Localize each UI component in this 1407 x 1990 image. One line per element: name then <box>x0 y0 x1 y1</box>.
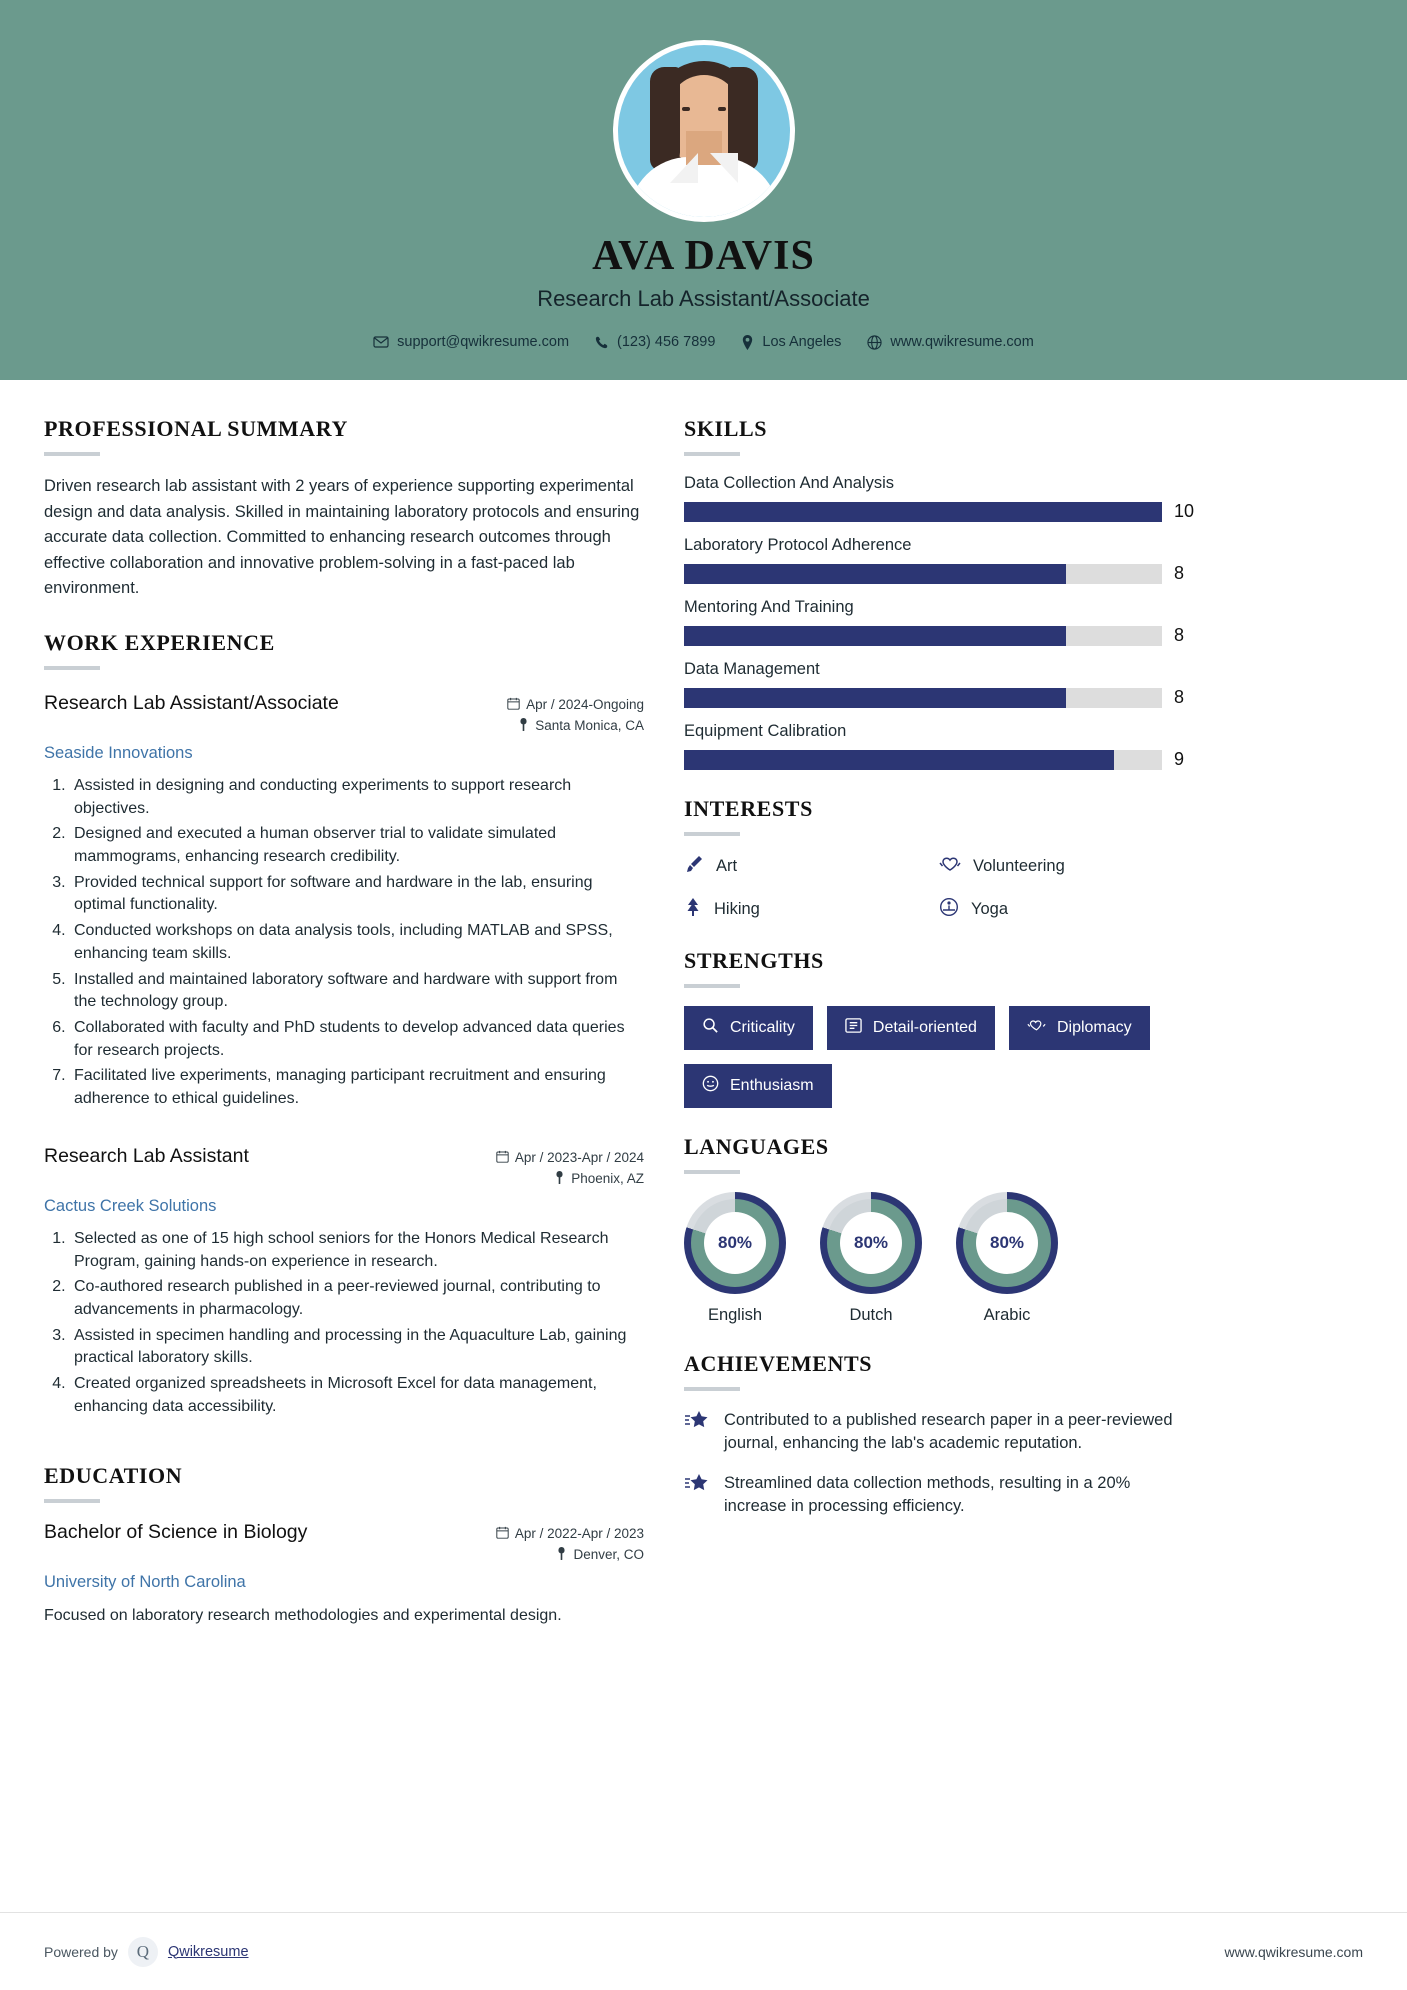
section-education <box>44 1463 644 1628</box>
yoga-icon <box>939 897 959 922</box>
work-location-row <box>496 1171 644 1187</box>
tree-icon <box>684 897 702 922</box>
list-item: 1. Assisted in designing and conducting experiments to support research objectives. <box>70 775 644 820</box>
list-item: 7. Facilitated live experiments, managing participant recruitment and ensuring adherence to ethical guidelines. <box>70 1065 644 1110</box>
education-item <box>44 1521 644 1628</box>
skill-label: Mentoring And Training <box>684 598 854 616</box>
education-dates-row <box>496 1526 644 1542</box>
section-title-languages: LANGUAGES <box>684 1134 829 1159</box>
contact-phone-text: (123) 456 7899 <box>617 334 716 350</box>
language-item-arabic <box>956 1192 1058 1325</box>
divider <box>684 1387 740 1391</box>
language-name: English <box>707 1306 763 1324</box>
divider <box>684 832 740 836</box>
skill-label: Data Collection And Analysis <box>684 474 895 492</box>
calendar-icon <box>507 697 520 713</box>
language-item-english <box>684 1192 786 1325</box>
work-location: Santa Monica, CA <box>535 718 644 734</box>
paintbrush-icon <box>684 854 704 879</box>
skill-item <box>684 660 1194 708</box>
skill-label: Laboratory Protocol Adherence <box>684 536 912 554</box>
calendar-icon <box>496 1526 509 1542</box>
mail-icon <box>373 334 389 350</box>
section-skills <box>684 416 1194 770</box>
achievement-item <box>684 1472 1194 1519</box>
language-donut <box>956 1192 1058 1294</box>
contact-location[interactable] <box>741 334 841 350</box>
contact-row <box>0 334 1407 350</box>
job-title: Research Lab Assistant/Associate <box>537 286 870 311</box>
skill-bar-track <box>684 688 1162 708</box>
list-icon <box>845 1017 862 1039</box>
section-interests <box>684 796 1194 922</box>
skill-value: 9 <box>1174 749 1185 769</box>
divider <box>44 666 100 670</box>
strength-label: Detail-oriented <box>872 1019 977 1036</box>
search-icon <box>702 1017 719 1039</box>
contact-website-text: www.qwikresume.com <box>890 334 1034 350</box>
interest-item-art <box>684 854 939 879</box>
skill-item <box>684 474 1194 522</box>
work-item <box>44 1145 644 1419</box>
divider <box>684 1170 740 1174</box>
resume-header <box>0 0 1407 380</box>
contact-email-text: support@qwikresume.com <box>397 334 570 350</box>
interest-item-hiking <box>684 897 939 922</box>
smiley-icon <box>702 1075 719 1097</box>
strength-chip-diplomacy <box>1009 1006 1150 1050</box>
work-role: Research Lab Assistant/Associate <box>44 691 339 714</box>
work-company[interactable]: Seaside Innovations <box>44 743 193 762</box>
skill-label: Data Management <box>684 660 820 678</box>
avatar-photo <box>618 45 790 217</box>
section-title-skills: SKILLS <box>684 416 768 441</box>
interest-item-yoga <box>939 897 1194 922</box>
skill-value: 10 <box>1174 501 1195 521</box>
list-item: 2. Designed and executed a human observer trial to validate simulated mammograms, enhancing research credibility. <box>70 823 644 868</box>
interest-label: Volunteering <box>973 857 1065 875</box>
section-title-achievements: ACHIEVEMENTS <box>684 1351 873 1376</box>
strength-chip-enthusiasm <box>684 1064 832 1108</box>
skill-item <box>684 598 1194 646</box>
pin-icon <box>554 1171 565 1187</box>
section-achievements <box>684 1351 1194 1519</box>
work-bullets <box>70 1228 644 1419</box>
strength-label: Diplomacy <box>1056 1019 1132 1036</box>
work-item <box>44 692 644 1111</box>
strength-chip-criticality <box>684 1006 813 1050</box>
interest-label: Hiking <box>714 900 760 918</box>
section-title-work: WORK EXPERIENCE <box>44 629 275 655</box>
badge-star-icon <box>684 1472 710 1519</box>
handshake-icon <box>1027 1017 1046 1039</box>
language-percent: 80% <box>840 1212 902 1274</box>
pin-icon <box>518 718 529 734</box>
language-percent: 80% <box>976 1212 1038 1274</box>
section-languages <box>684 1134 1194 1325</box>
language-percent: 80% <box>704 1212 766 1274</box>
globe-icon <box>867 335 882 350</box>
right-column <box>684 416 1194 1628</box>
summary-text: Driven research lab assistant with 2 years of experience supporting experimental design and data analysis. Skilled in maintaining laboratory protocols and ensuring accurate data collection. Committed to enhancing research outcomes through effective collaboration and innovative problem-solving in a fast-paced lab environment. <box>44 477 640 598</box>
list-item: 3. Assisted in specimen handling and processing in the Aquaculture Lab, gaining practical laboratory skills. <box>70 1325 644 1370</box>
avatar <box>613 40 795 222</box>
contact-website[interactable] <box>867 334 1033 350</box>
divider <box>684 984 740 988</box>
footer-url[interactable]: www.qwikresume.com <box>1224 1943 1363 1960</box>
language-name: Arabic <box>983 1306 1031 1324</box>
skill-bar-track <box>684 564 1162 584</box>
divider <box>44 452 100 456</box>
list-item: 6. Collaborated with faculty and PhD students to develop advanced data queries for research projects. <box>70 1017 644 1062</box>
skill-value: 8 <box>1174 687 1185 707</box>
education-school[interactable]: University of North Carolina <box>44 1572 246 1591</box>
skill-value: 8 <box>1174 563 1185 583</box>
achievement-text: Streamlined data collection methods, resulting in a 20% increase in processing efficiency. <box>724 1473 1131 1516</box>
language-donut <box>684 1192 786 1294</box>
divider <box>684 452 740 456</box>
skill-bar-track <box>684 502 1162 522</box>
work-dates-row <box>496 1150 644 1166</box>
section-title-strengths: STRENGTHS <box>684 948 824 973</box>
achievement-text: Contributed to a published research paper in a peer-reviewed journal, enhancing the lab's academic reputation. <box>724 1411 1173 1453</box>
work-dates: Apr / 2024-Ongoing <box>526 697 644 713</box>
powered-by <box>44 1937 249 1967</box>
education-location: Denver, CO <box>573 1547 644 1563</box>
resume-body <box>0 380 1407 1628</box>
interest-item-volunteering <box>939 854 1194 879</box>
interest-label: Art <box>716 857 738 875</box>
education-location-row <box>496 1547 644 1563</box>
strength-chip-detail-oriented <box>827 1006 995 1050</box>
list-item: 4. Created organized spreadsheets in Microsoft Excel for data management, enhancing data accessibility. <box>70 1373 644 1418</box>
section-title-summary: PROFESSIONAL SUMMARY <box>44 416 348 441</box>
education-description: Focused on laboratory research methodologies and experimental design. <box>44 1606 562 1624</box>
contact-phone[interactable] <box>595 334 715 350</box>
list-item: 5. Installed and maintained laboratory software and hardware with support from the technology group. <box>70 969 644 1014</box>
brand-link[interactable]: Qwikresume <box>167 1943 249 1960</box>
contact-location-text: Los Angeles <box>762 334 842 350</box>
skill-label: Equipment Calibration <box>684 722 847 740</box>
language-donut <box>820 1192 922 1294</box>
education-dates: Apr / 2022-Apr / 2023 <box>514 1526 644 1542</box>
work-dates-row <box>507 697 644 713</box>
list-item: 1. Selected as one of 15 high school seniors for the Honors Medical Research Program, gaining hands-on experience in research. <box>70 1228 644 1273</box>
calendar-icon <box>496 1150 509 1166</box>
work-location-row <box>507 718 644 734</box>
contact-email[interactable] <box>373 334 569 350</box>
strength-label: Enthusiasm <box>730 1077 814 1094</box>
location-icon <box>741 335 754 350</box>
skill-item <box>684 722 1194 770</box>
left-column <box>44 416 644 1628</box>
section-professional-summary <box>44 416 644 602</box>
work-company[interactable]: Cactus Creek Solutions <box>44 1196 217 1215</box>
interest-label: Yoga <box>971 900 1009 918</box>
language-name: Dutch <box>849 1306 893 1324</box>
powered-by-label: Powered by <box>44 1943 118 1960</box>
section-title-education: EDUCATION <box>44 1462 183 1488</box>
list-item: 2. Co-authored research published in a peer-reviewed journal, contributing to advancements in pharmacology. <box>70 1276 644 1321</box>
section-title-interests: INTERESTS <box>684 796 813 821</box>
hands-heart-icon <box>939 854 961 879</box>
phone-icon <box>595 335 609 349</box>
page-title: AVA DAVIS <box>592 233 815 279</box>
divider <box>44 1499 100 1503</box>
resume-footer <box>0 1912 1407 1990</box>
skill-bar-track <box>684 750 1162 770</box>
list-item: 3. Provided technical support for software and hardware in the lab, ensuring optimal functionality. <box>70 872 644 917</box>
work-location: Phoenix, AZ <box>571 1171 644 1187</box>
work-dates: Apr / 2023-Apr / 2024 <box>514 1150 644 1166</box>
skill-item <box>684 536 1194 584</box>
skill-bar-track <box>684 626 1162 646</box>
language-item-dutch <box>820 1192 922 1325</box>
pin-icon <box>556 1547 567 1563</box>
section-work-experience <box>44 630 644 1419</box>
section-strengths <box>684 948 1194 1108</box>
badge-star-icon <box>684 1409 710 1456</box>
work-role: Research Lab Assistant <box>44 1144 249 1167</box>
strength-label: Criticality <box>730 1019 795 1036</box>
achievement-item <box>684 1409 1194 1456</box>
skill-value: 8 <box>1174 625 1185 645</box>
qwikresume-logo-icon: Q <box>128 1937 158 1967</box>
work-bullets <box>70 775 644 1111</box>
list-item: 4. Conducted workshops on data analysis tools, including MATLAB and SPSS, enhancing team skills. <box>70 920 644 965</box>
education-degree: Bachelor of Science in Biology <box>44 1520 308 1543</box>
